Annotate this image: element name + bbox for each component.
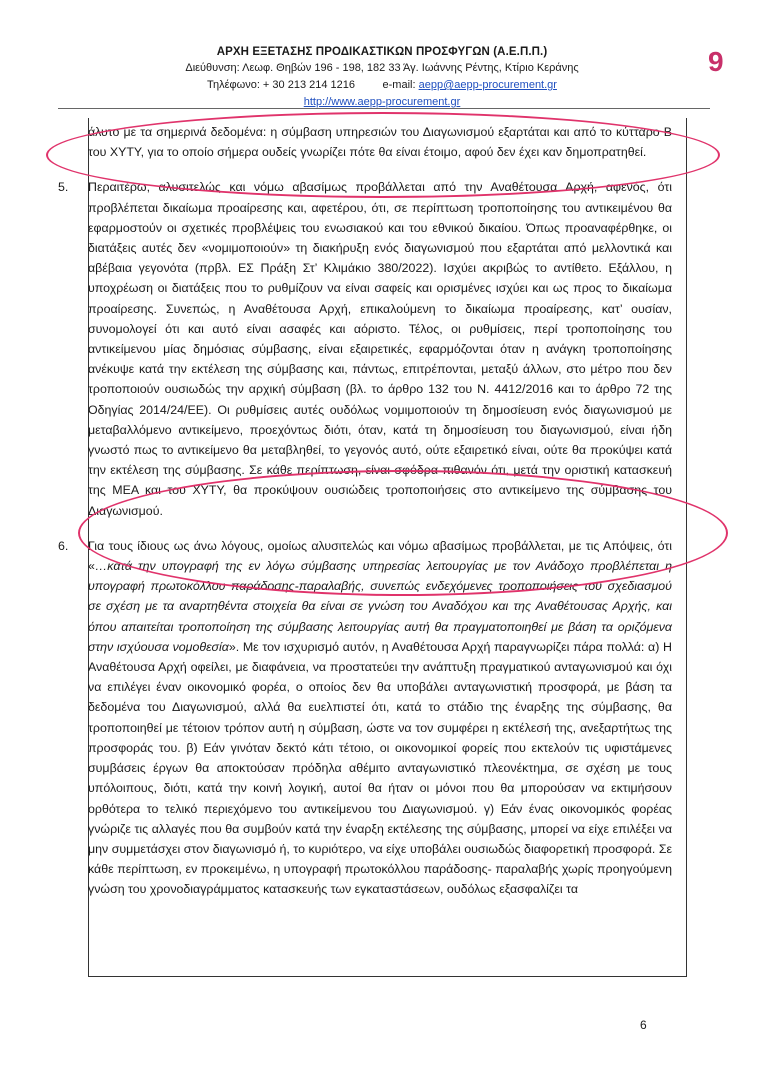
paragraph-6-intro: Για τους ίδιους ως άνω λόγους, ομοίως αλυσιτελώς και νόμω αβασίμως προβάλλεται, με τις Απόψεις, ότι « [88, 538, 672, 574]
org-contact [0, 77, 764, 94]
paragraph-5-text: Περαιτέρω, αλυσιτελώς και νόμω αβασίμως προβάλλεται από την Αναθέτουσα Αρχή, αφενός, ότι προβλέπεται δικαίωμα προαίρεσης και, αφετέρου, ότι, σε περίπτωση τροποποίησης του αντικειμένου θα εφαρμοστούν οι σχετικές προβλέψεις του ενωσιακού και του εθνικού δικαίου. Όπως προαναφέρθηκε, οι διατάξεις αυτές δεν «νομιμοποιούν» τη διακήρυξη ενός διαγωνισμού που εξαρτάται από μελλοντικά και αβέβαια γεγονότα (πρβλ. ΕΣ Πράξη Στ’ Κλιμάκιο 380/2022). Ισχύει ακριβώς το αντίθετο. Εξάλλου, η υποχρέωση οι διατάξεις που το ρυθμίζουν να είναι σαφείς και ορισμένες ισχύει και ως προς το δικαίωμα προαίρεσης. Συνεπώς, η Αναθέτουσα Αρχή, επικαλούμενη το δικαίωμα προαίρεσης, κατ’ ουσίαν, συνομολογεί ότι και αυτό είναι ασαφές και αόριστο. Τέλος, οι ρυθμίσεις, περί τροποποίησης του αντικείμενου μίας δημόσιας σύμβασης, είναι εξαιρετικές, εφαρμόζονται όταν η ανάγκη τροποποίησης ανέκυψε κατά την εκτέλεση της σύμβασης και, πάντως, επιτρέπονται, μεταξύ άλλων, στο μέτρο που δεν τροποποιούν ουσιωδώς την αρχική σύμβαση (βλ. το άρθρο 132 του Ν. 4412/2016 και το άρθρο 72 της Οδηγίας 2014/24/ΕΕ). Οι ρυθμίσεις αυτές ουδόλως νομιμοποιούν τη δημοσίευση ενός διαγωνισμού με μεταβαλλόμενο αντικείμενο, προεχόντως διότι, όταν, κατά τη δημοσίευση του διαγωνισμού, είναι ήδη γνωστό πως το αντικείμενο θα μεταβληθεί, το γεγονός αυτό, ούτε εξαιρετικό είναι, ούτε θα προκύψει κατά την εκτέλεση της σύμβασης. Σε κάθε περίπτωση, είναι σφόδρα πιθανόν ότι, μετά την οριστική κατασκευή της ΜΕΑ και του ΧΥΤΥ, θα προκύψουν ουσιώδεις τροποποιήσεις στο αντικείμενο της σύμβασης του Διαγωνισμού. [88, 180, 672, 518]
paragraph-6-number: 6. [58, 538, 69, 553]
org-phone: Τηλέφωνο: + 30 213 214 1216 [207, 79, 355, 91]
paragraph-6-text [88, 536, 672, 900]
letterhead [0, 44, 764, 111]
paragraph-6 [58, 536, 686, 900]
email-link[interactable]: aepp@aepp-procurement.gr [418, 79, 557, 91]
org-address: Διεύθυνση: Λεωφ. Θηβών 196 - 198, 182 33 Άγ. Ιωάννης Ρέντης, Κτίριο Κεράνης [185, 62, 579, 74]
document-body [58, 122, 686, 900]
continuation-text: άλυτο με τα σημερινά δεδομένα: η σύμβαση υπηρεσιών του Διαγωνισμού εξαρτάται και από το κύτταρο Β του ΧΥΤΥ, για το οποίο σήμερα ουδείς γνωρίζει πότε θα είναι έτοιμο, αφού δεν έχει καν δημοπρατηθεί. [88, 125, 672, 160]
email-label: e-mail: [382, 79, 416, 91]
paragraph-6-quote: …κατά την υπογραφή της εν λόγω σύμβασης υπηρεσίας λειτουργίας με τον Ανάδοχο προβλέπεται η υπογραφή πρωτοκόλλου παράδοσης-παραλαβής, συνεπώς ενδεχόμενες τροποποιήσεις του σχεδιασμού σε σχέση με τα αναρτηθέντα στοιχεία θα είναι σε γνώση του Αναδόχου και της Αναθέτουσας Αρχής, και όπου απαιτείται τροποποίηση της σύμβασης λειτουργίας αυτή θα πραγματοποιηθεί με βάση τα οριζόμενα στην ισχύουσα νομοθεσία [88, 559, 672, 654]
bottom-page-number: 6 [640, 1018, 647, 1032]
website-link[interactable]: http://www.aepp-procurement.gr [303, 96, 461, 108]
paragraph-5-number: 5. [58, 180, 69, 195]
header-divider [58, 108, 710, 109]
paragraph-5 [58, 177, 686, 520]
continuation-paragraph [58, 122, 686, 162]
org-name: ΑΡΧΗ ΕΞΕΤΑΣΗΣ ΠΡΟΔΙΚΑΣΤΙΚΩΝ ΠΡΟΣΦΥΓΩΝ (Α.Ε.Π.Π.) [216, 46, 548, 58]
paragraph-6-rest: ». Με τον ισχυρισμό αυτόν, η Αναθέτουσα Αρχή παραγνωρίζει πάρα πολλά: α) Η Αναθέτουσα Αρχή οφείλει, με διαφάνεια, να προστατεύει την ανάπτυξη πραγματικού ανταγωνισμού και όχι να επιλέγει έναν οικονομικό φορέα, ο οποίος δεν θα υποβάλει ανταγωνιστική προσφορά, με βάση τα δεδομένα του Διαγωνισμού, αλλά θα ευελπιστεί ότι, κατά το στάδιο της έναρξης της σύμβασης, θα τροποποιηθεί με τέτοιον τρόπον αυτή η σύμβαση, ώστε να τον συμφέρει η εκτέλεσή της, ανεξαρτήτως της προσφοράς του. β) Εάν γινόταν δεκτό κάτι τέτοιο, οι οικονομικοί φορείς που εκτελούν τις υφιστάμενες συμβάσεις έργων θα αποκτούσαν πρόδηλα αθέμιτο ανταγωνιστικό πλεονέκτημα, σε σχέση με τους υπόλοιπους, διότι, κατά την κοινή λογική, αυτοί θα ήταν οι μόνοι που θα μπορούσαν να εκτιμήσουν ορθότερα το τελικό περιεχόμενο του αντικείμενου του Διαγωνισμού. γ) Εάν ένας οικονομικός φορέας γνώριζε τις αλλαγές που θα συμβούν κατά την έναρξη εκτέλεσης της σύμβασης, μπορεί να είχε επιλέξει να μην συμμετάσχει στον διαγωνισμό ή, το κυριότερο, να είχε υποβάλει ουσιωδώς διαφορετική προσφορά. Σε κάθε περίπτωση, εν προκειμένω, η υπογραφή πρωτοκόλλου παράδοσης- παραλαβής χωρίς προηγούμενη γνώση του χρονοδιαγράμματος κατασκευής των εγκαταστάσεων, ουδόλως εξασφαλίζει τα [88, 639, 672, 897]
top-page-number: 9 [708, 46, 724, 77]
